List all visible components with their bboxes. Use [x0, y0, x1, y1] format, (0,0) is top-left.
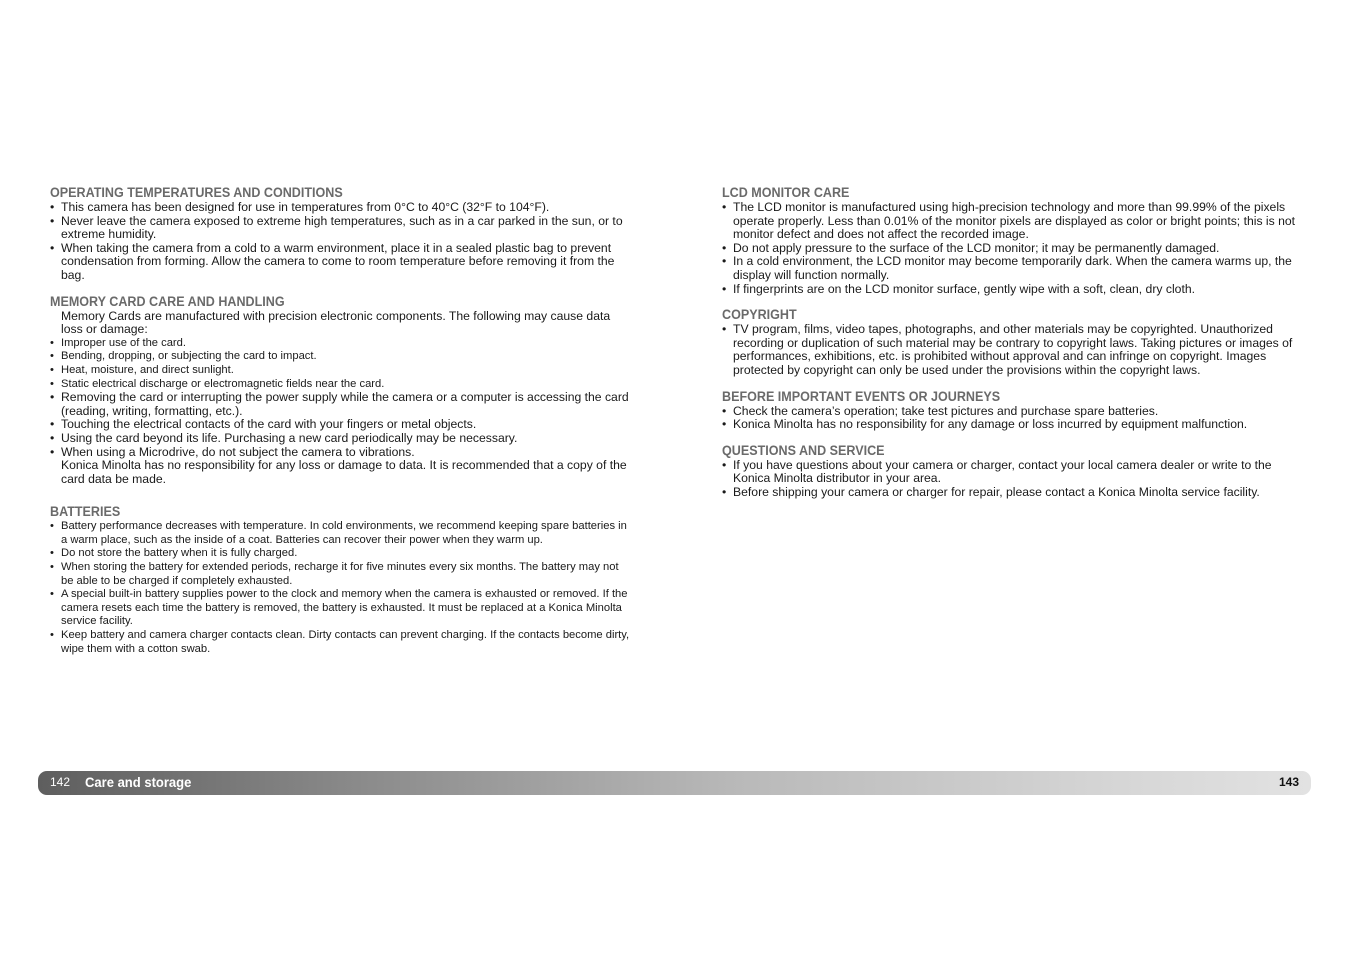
list-item: • Check the camera’s operation; take test pictures and purchase spare batteries. — [722, 405, 1304, 419]
left-page-column — [50, 185, 630, 656]
footer-bar — [38, 771, 1311, 795]
section-outro: Konica Minolta has no responsibility for any loss or damage to data. It is recommended that a copy of the card data be made. — [61, 458, 627, 486]
section-heading: BEFORE IMPORTANT EVENTS OR JOURNEYS — [722, 388, 1001, 404]
bullet-list — [722, 323, 1304, 377]
section-questions-service — [722, 443, 1304, 500]
list-item: • This camera has been designed for use in temperatures from 0°C to 40°C (32°F to 104°F). — [50, 201, 630, 215]
footer-chapter-title: Care and storage — [85, 774, 192, 790]
list-item: • Never leave the camera exposed to extreme high temperatures, such as in a car parked in the sun, or to extreme humidity. — [50, 215, 630, 242]
list-item: • If you have questions about your camera or charger, contact your local camera dealer or write to the Konica Minolta distributor in your area. — [722, 459, 1304, 486]
list-item: • Using the card beyond its life. Purchasing a new card periodically may be necessary. — [50, 432, 630, 446]
right-page-column — [722, 185, 1304, 500]
section-heading: BATTERIES — [50, 504, 121, 520]
section-batteries — [50, 504, 630, 656]
list-item: • When storing the battery for extended periods, recharge it for five minutes every six months. The battery may not be able to be charged if completely exhausted. — [50, 561, 630, 588]
section-before-events — [722, 389, 1304, 432]
section-heading: LCD MONITOR CARE — [722, 185, 850, 200]
section-intro: Memory Cards are manufactured with precision electronic components. The following may cause data loss or damage: — [61, 308, 611, 337]
section-heading: OPERATING TEMPERATURES AND CONDITIONS — [50, 185, 343, 200]
section-memory-card — [50, 294, 630, 487]
section-copyright — [722, 307, 1304, 377]
page-number-left: 142 — [50, 775, 71, 789]
bullet-list — [50, 520, 630, 656]
bullet-list — [50, 337, 630, 459]
list-item: • Removing the card or interrupting the power supply while the camera or a computer is accessing the card (reading, writing, formatting, etc.). — [50, 391, 630, 418]
list-item: • Konica Minolta has no responsibility for any damage or loss incurred by equipment malfunction. — [722, 418, 1304, 432]
bullet-list — [722, 405, 1304, 432]
list-item: • Bending, dropping, or subjecting the card to impact. — [50, 350, 630, 364]
list-item: • When using a Microdrive, do not subject the camera to vibrations. — [50, 446, 630, 460]
list-item: • Before shipping your camera or charger for repair, please contact a Konica Minolta service facility. — [722, 486, 1304, 500]
list-item: • The LCD monitor is manufactured using high-precision technology and more than 99.99% of the pixels operate properly. Less than 0.01% of the monitor pixels are displayed as color or bright points; this is not monitor defect and does not affect the recorded image. — [722, 201, 1304, 242]
list-item: • Do not apply pressure to the surface of the LCD monitor; it may be permanently damaged. — [722, 242, 1304, 256]
section-heading: QUESTIONS AND SERVICE — [722, 442, 885, 458]
section-heading: MEMORY CARD CARE AND HANDLING — [50, 293, 285, 309]
list-item: • Static electrical discharge or electromagnetic fields near the card. — [50, 378, 630, 392]
list-item: • Heat, moisture, and direct sunlight. — [50, 364, 630, 378]
list-item: • Do not store the battery when it is fully charged. — [50, 547, 630, 561]
page-number-right: 143 — [1278, 775, 1299, 789]
section-heading: COPYRIGHT — [722, 307, 797, 323]
list-item: • Battery performance decreases with temperature. In cold environments, we recommend keeping spare batteries in a warm place, such as the inside of a coat. Batteries can recover their power when they warm up. — [50, 520, 630, 547]
bullet-list — [722, 459, 1304, 500]
list-item: • Touching the electrical contacts of the card with your fingers or metal objects. — [50, 418, 630, 432]
bullet-list — [50, 201, 630, 283]
list-item: • If fingerprints are on the LCD monitor surface, gently wipe with a soft, clean, dry cloth. — [722, 283, 1304, 297]
list-item: • A special built-in battery supplies power to the clock and memory when the camera is exhausted or removed. If the camera resets each time the battery is removed, the battery is exhausted. It must be replaced at a Konica Minolta service facility. — [50, 588, 630, 629]
section-lcd-monitor-care — [722, 185, 1304, 296]
list-item: • When taking the camera from a cold to a warm environment, place it in a sealed plastic bag to prevent condensation from forming. Allow the camera to come to room temperature before removing it from the bag. — [50, 242, 630, 283]
list-item: • TV program, films, video tapes, photographs, and other materials may be copyrighted. Unauthorized recording or duplication of such material may be contrary to copyright laws. Taking pictures or images of performances, exhibitions, etc. is prohibited without approval and can infringe on copyright. Images protected by copyright can only be used under the provisions within the copyright laws. — [722, 323, 1304, 377]
list-item: • In a cold environment, the LCD monitor may become temporarily dark. When the camera warms up, the display will function normally. — [722, 255, 1304, 282]
list-item: • Improper use of the card. — [50, 337, 630, 351]
bullet-list — [722, 201, 1304, 296]
list-item: • Keep battery and camera charger contacts clean. Dirty contacts can prevent charging. If the contacts become dirty, wipe them with a cotton swab. — [50, 629, 630, 656]
section-operating-temperatures — [50, 185, 630, 283]
